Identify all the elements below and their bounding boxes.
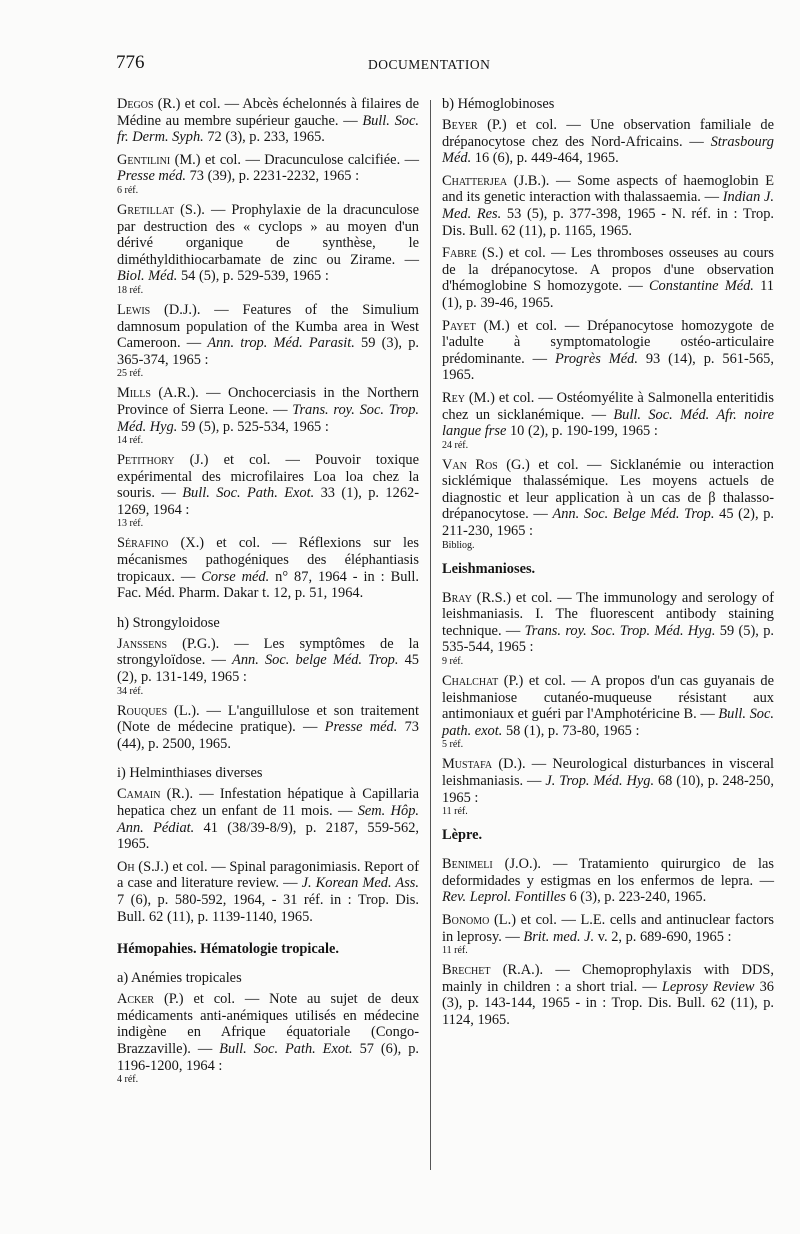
entry-author: Mills (A.R.) (117, 385, 196, 402)
entry-journal: J. Korean Med. Ass. (301, 875, 419, 892)
entry-author: Beyer (P.) (442, 117, 507, 133)
entry-author: Chatterjea (J.B.) (442, 172, 546, 189)
bibliography-entry (442, 173, 774, 239)
entry-journal: Presse méd. (117, 168, 187, 185)
entry-citation: v. 2, p. 689-690, 1965 : (594, 928, 732, 945)
bibliography-entry (117, 859, 419, 925)
entry-citation: 68 (10), p. 248-250, 1965 : (442, 773, 774, 806)
entry-author: Acker (P.) (117, 991, 184, 1008)
entry-citation: 36 (3), p. 143-144, 1965 - in : Trop. Dis. Bull. 62 (11), p. 1124, 1965. (442, 978, 775, 1028)
entry-journal: Bull. Soc. Path. Exot. (219, 1040, 353, 1057)
bibliography-entry (117, 96, 419, 146)
reference-count: 13 réf. (117, 518, 144, 530)
entry-citation: 53 (5), p. 377-398, 1965 - N. réf. in : Trop. Dis. Bull. 62 (11), p. 1165, 1965. (442, 205, 774, 239)
entry-citation: 59 (5), p. 535-544, 1965 : (442, 622, 775, 656)
entry-title: . — Neurological disturbances in visceral leishmaniasis. — (442, 756, 774, 789)
subsection-heading: b) Hémoglobinoses (442, 96, 555, 112)
bibliography-entry (442, 390, 774, 451)
entry-citation: 45 (2), p. 131-149, 1965 : (117, 652, 419, 686)
reference-count: 25 réf. (117, 368, 144, 380)
entry-title: . — Some aspects of haemoglobin E and its genetic interaction with thalassaemia. — (442, 172, 774, 206)
entry-author: Bonomo (L.) (442, 911, 516, 928)
entry-author: Petithory (J.) (117, 452, 209, 469)
reference-count: 4 réf. (117, 1074, 139, 1086)
entry-journal: Bull. Soc. Méd. Afr. noire langue frse (442, 406, 774, 440)
bibliography-entry (442, 756, 774, 817)
reference-count: 24 réf. (442, 439, 469, 451)
entry-author: Oh (S.J.) (117, 858, 169, 875)
entry-title: . — Les symptômes de la strongyloïdose. — (117, 635, 419, 669)
entry-author: Payet (M.) (442, 317, 510, 334)
entry-title: . — Features of the Simulium damnosum population of the Kumba area in West Cameroon. — (117, 301, 419, 352)
reference-count: 6 réf. (117, 184, 139, 196)
reference-count: 34 réf. (117, 685, 144, 697)
entry-journal: J. Trop. Méd. Hyg. (545, 773, 655, 789)
entry-journal: Ann. Soc. Belge Méd. Trop. (552, 506, 715, 523)
entry-title: et col. — Réflexions sur les mécanismes pathogéniques des éléphantiasis tropicaux. — (117, 535, 419, 585)
entry-citation: 41 (38/39-8/9), p. 2187, 559-562, 1965. (117, 819, 419, 853)
entry-list (442, 590, 774, 818)
entry-title: . — Tratamiento quirurgico de las deformidades y estigmas en los enfermos de lepra. — (442, 856, 774, 889)
page-number: 776 (116, 52, 145, 73)
bibliography-entry (117, 385, 419, 446)
entry-citation: 54 (5), p. 529-539, 1965 : (177, 268, 329, 285)
bibliography-entry (442, 912, 774, 956)
entry-journal: Rev. Leprol. Fontilles (442, 889, 566, 906)
entry-journal: Ann. trop. Méd. Parasit. (207, 335, 355, 352)
bibliography-entry (117, 786, 419, 852)
entry-journal: Bull. Soc. fr. Derm. Syph. (117, 112, 419, 146)
entry-citation: 7 (6), p. 580-592, 1964, - 31 réf. in : Trop. Dis. Bull. 62 (11), p. 1139-1140, 1965. (117, 891, 419, 925)
bibliography-entry (442, 117, 774, 167)
subsection-heading: i) Helminthiases diverses (117, 765, 263, 782)
bibliography-entry (442, 457, 774, 551)
entry-journal: Ann. Soc. belge Méd. Trop. (232, 652, 399, 669)
right-column (442, 96, 774, 1035)
entry-title: . — Onchocerciasis in the Northern Province of Sierra Leone. — (117, 385, 419, 418)
entry-author: Lewis (D.J.) (117, 301, 197, 318)
entry-citation: 11 (1), p. 39-46, 1965. (442, 278, 774, 311)
entry-title: . — Prophylaxie de la dracunculose par destruction des « cyclops » au moyen d'un dérivé organique de synthèse, le diméthyldithiocarbamate de zinc ou Zirame. — (117, 201, 419, 268)
bibliography-entry (117, 703, 419, 753)
running-title: DOCUMENTATION (368, 57, 491, 72)
entry-citation: 57 (6), p. 1196-1200, 1964 : (117, 1040, 419, 1074)
entry-author: Benimeli (J.O.) (442, 856, 538, 873)
entry-list (442, 856, 774, 1028)
bibliography-entry (442, 245, 774, 311)
entry-journal: Bull. Soc. Path. Exot. (182, 485, 315, 502)
entry-journal: Trans. roy. Soc. Trop. Méd. Hyg. (524, 622, 716, 639)
entry-journal: Presse méd. (324, 719, 398, 736)
entry-citation: 16 (6), p. 449-464, 1965. (471, 150, 619, 167)
entry-title: et col. — Note au sujet de deux médicaments anti-anémiques utilisés en médecine indigène en Afrique équatoriale (Congo-Brazzaville). — (117, 991, 420, 1057)
entry-author: Gretillat (S.) (117, 201, 202, 218)
entry-citation: 93 (14), p. 561-565, 1965. (442, 350, 774, 384)
section-heading: Hémopahies. Hématologie tropicale. (117, 941, 339, 958)
entry-journal: Leprosy Review (661, 978, 755, 995)
left-column (117, 96, 419, 1091)
entry-journal: Biol. Méd. (117, 268, 178, 285)
entry-author: Rey (M.) (442, 389, 495, 406)
entry-citation: 73 (44), p. 2500, 1965. (117, 719, 419, 752)
entry-list (117, 636, 419, 753)
entry-title: et col. — Une observation familiale de drépanocytose chez des Nord-Africains. — (442, 117, 774, 150)
bibliography-entry (442, 962, 774, 1028)
entry-title: et col. — The immunology and serology of leishmaniasis. I. The fluorescent antibody staining technique. — (442, 589, 774, 639)
entry-list (117, 991, 419, 1085)
entry-title: . — Chemoprophylaxis with DDS, mainly in children : a short trial. — (442, 962, 774, 995)
entry-citation: 73 (39), p. 2231-2232, 1965 : (186, 168, 360, 185)
entry-citation: 58 (1), p. 73-80, 1965 : (502, 722, 640, 739)
entry-author: Gentilini (M.) (117, 151, 201, 168)
entry-journal: Sem. Hôp. Ann. Pédiat. (117, 803, 419, 836)
entry-author: Janssens (P.G.) (117, 635, 216, 652)
entry-title: . — L'anguillulose et son traitement (Note de médecine pratique). — (117, 702, 419, 736)
entry-title: et col. — L.E. cells and antinuclear factors in leprosy. — (442, 911, 774, 945)
bibliography-entry (117, 991, 419, 1085)
reference-count: 9 réf. (442, 656, 464, 668)
entry-journal: Bull. Soc. path. exot. (442, 706, 774, 739)
entry-title: . — Infestation hépatique à Capillaria hepatica chez un enfant de 11 mois. — (117, 786, 419, 819)
entry-journal: Corse méd. (201, 568, 270, 585)
entry-author: Sérafino (X.) (117, 535, 205, 552)
entry-title: et col. — Pouvoir toxique expérimental des microfilaires Loa loa chez la souris. — (117, 452, 419, 502)
column-divider (430, 100, 431, 1170)
entry-title: et col. — A propos d'un cas guyanais de leishmaniose cutanéo-muqueuse résistant aux antimoniaux et guéri par l'Amphotéricine B. — (442, 673, 775, 723)
reference-count: Bibliog. (442, 539, 475, 551)
entry-journal: Progrès Méd. (554, 350, 638, 367)
entry-journal: Indian J. Med. Res. (442, 189, 774, 222)
reference-count: 5 réf. (442, 739, 464, 751)
entry-title: et col. — Les thromboses osseuses au cours de la drépanocytose. A propos d'une observation d'hémoglobine S homozygote. — (442, 245, 774, 295)
entry-citation: 6 (3), p. 223-240, 1965. (565, 889, 707, 906)
bibliography-entry (117, 535, 419, 601)
entry-journal: Brit. med. J. (523, 928, 595, 945)
entry-list (117, 786, 419, 925)
entry-citation: n° 87, 1964 - in : Bull. Fac. Méd. Pharm. Dakar t. 12, p. 51, 1964. (117, 568, 419, 602)
bibliography-entry (442, 318, 774, 384)
entry-author: Bray (R.S.) (442, 589, 512, 606)
entry-title: et col. — Spinal paragonimiasis. Report of a case and literature review. — (117, 858, 419, 892)
entry-journal: Trans. roy. Soc. Trop. Méd. Hyg. (117, 401, 420, 435)
entry-author: Fabre (S.) (442, 245, 504, 262)
entry-author: Chalchat (P.) (442, 673, 524, 690)
entry-journal: Constantine Méd. (648, 278, 754, 295)
bibliography-entry (442, 590, 774, 667)
entry-title: et col. — Drépanocytose homozygote de l'adulte à symptomatologie ostéo-articulaire prédominante. — (442, 317, 774, 367)
entry-author: Rouques (L.) (117, 702, 197, 719)
entry-author: Van Ros (G.) (442, 456, 530, 473)
bibliography-entry (117, 636, 419, 697)
subsection-heading: a) Anémies tropicales (117, 970, 242, 987)
reference-count: 11 réf. (442, 806, 468, 818)
bibliography-entry (117, 302, 419, 379)
entry-title: et col. — Abcès échelonnés à filaires de Médine au membre supérieur gauche. — (117, 96, 419, 129)
subsection-heading: h) Strongyloidose (117, 614, 220, 631)
entry-journal: Strasbourg Méd. (442, 133, 774, 167)
reference-count: 14 réf. (117, 435, 144, 447)
bibliography-entry (117, 452, 419, 529)
reference-count: 18 réf. (117, 284, 144, 296)
entry-author: Camain (R.) (117, 786, 190, 803)
entry-title: et col. — Sicklanémie ou interaction sicklémique thalassémique. Les moyens actuels de diagnostic et leur application à un cas de β thalasso-drépanocytose. — (442, 456, 774, 523)
entry-author: Degos (R.) (117, 96, 181, 112)
section-heading: Leishmanioses. (442, 560, 536, 577)
entry-citation: 10 (2), p. 190-199, 1965 : (506, 423, 658, 440)
reference-count: 11 réf. (442, 945, 468, 957)
bibliography-entry (442, 856, 774, 906)
entry-citation: 33 (1), p. 1262-1269, 1964 : (117, 485, 419, 518)
entry-author: Brechet (R.A.) (442, 962, 540, 979)
bibliography-entry (117, 202, 419, 296)
entry-list (442, 117, 774, 551)
entry-author: Mustafa (D.) (442, 756, 522, 773)
bibliography-entry (117, 152, 419, 196)
entry-title: et col. — Ostéomyélite à Salmonella enteritidis chez un sicklanémique. — (442, 389, 774, 423)
bibliography-entry (442, 673, 774, 750)
entry-list (117, 96, 419, 602)
entry-citation: 59 (5), p. 525-534, 1965 : (177, 418, 329, 435)
section-heading: Lèpre. (442, 827, 483, 844)
entry-title: et col. — Dracunculose calcifiée. — (200, 151, 419, 168)
entry-citation: 59 (3), p. 365-374, 1965 : (117, 335, 419, 368)
entry-citation: 72 (3), p. 233, 1965. (203, 129, 325, 146)
entry-citation: 45 (2), p. 211-230, 1965 : (442, 506, 775, 540)
